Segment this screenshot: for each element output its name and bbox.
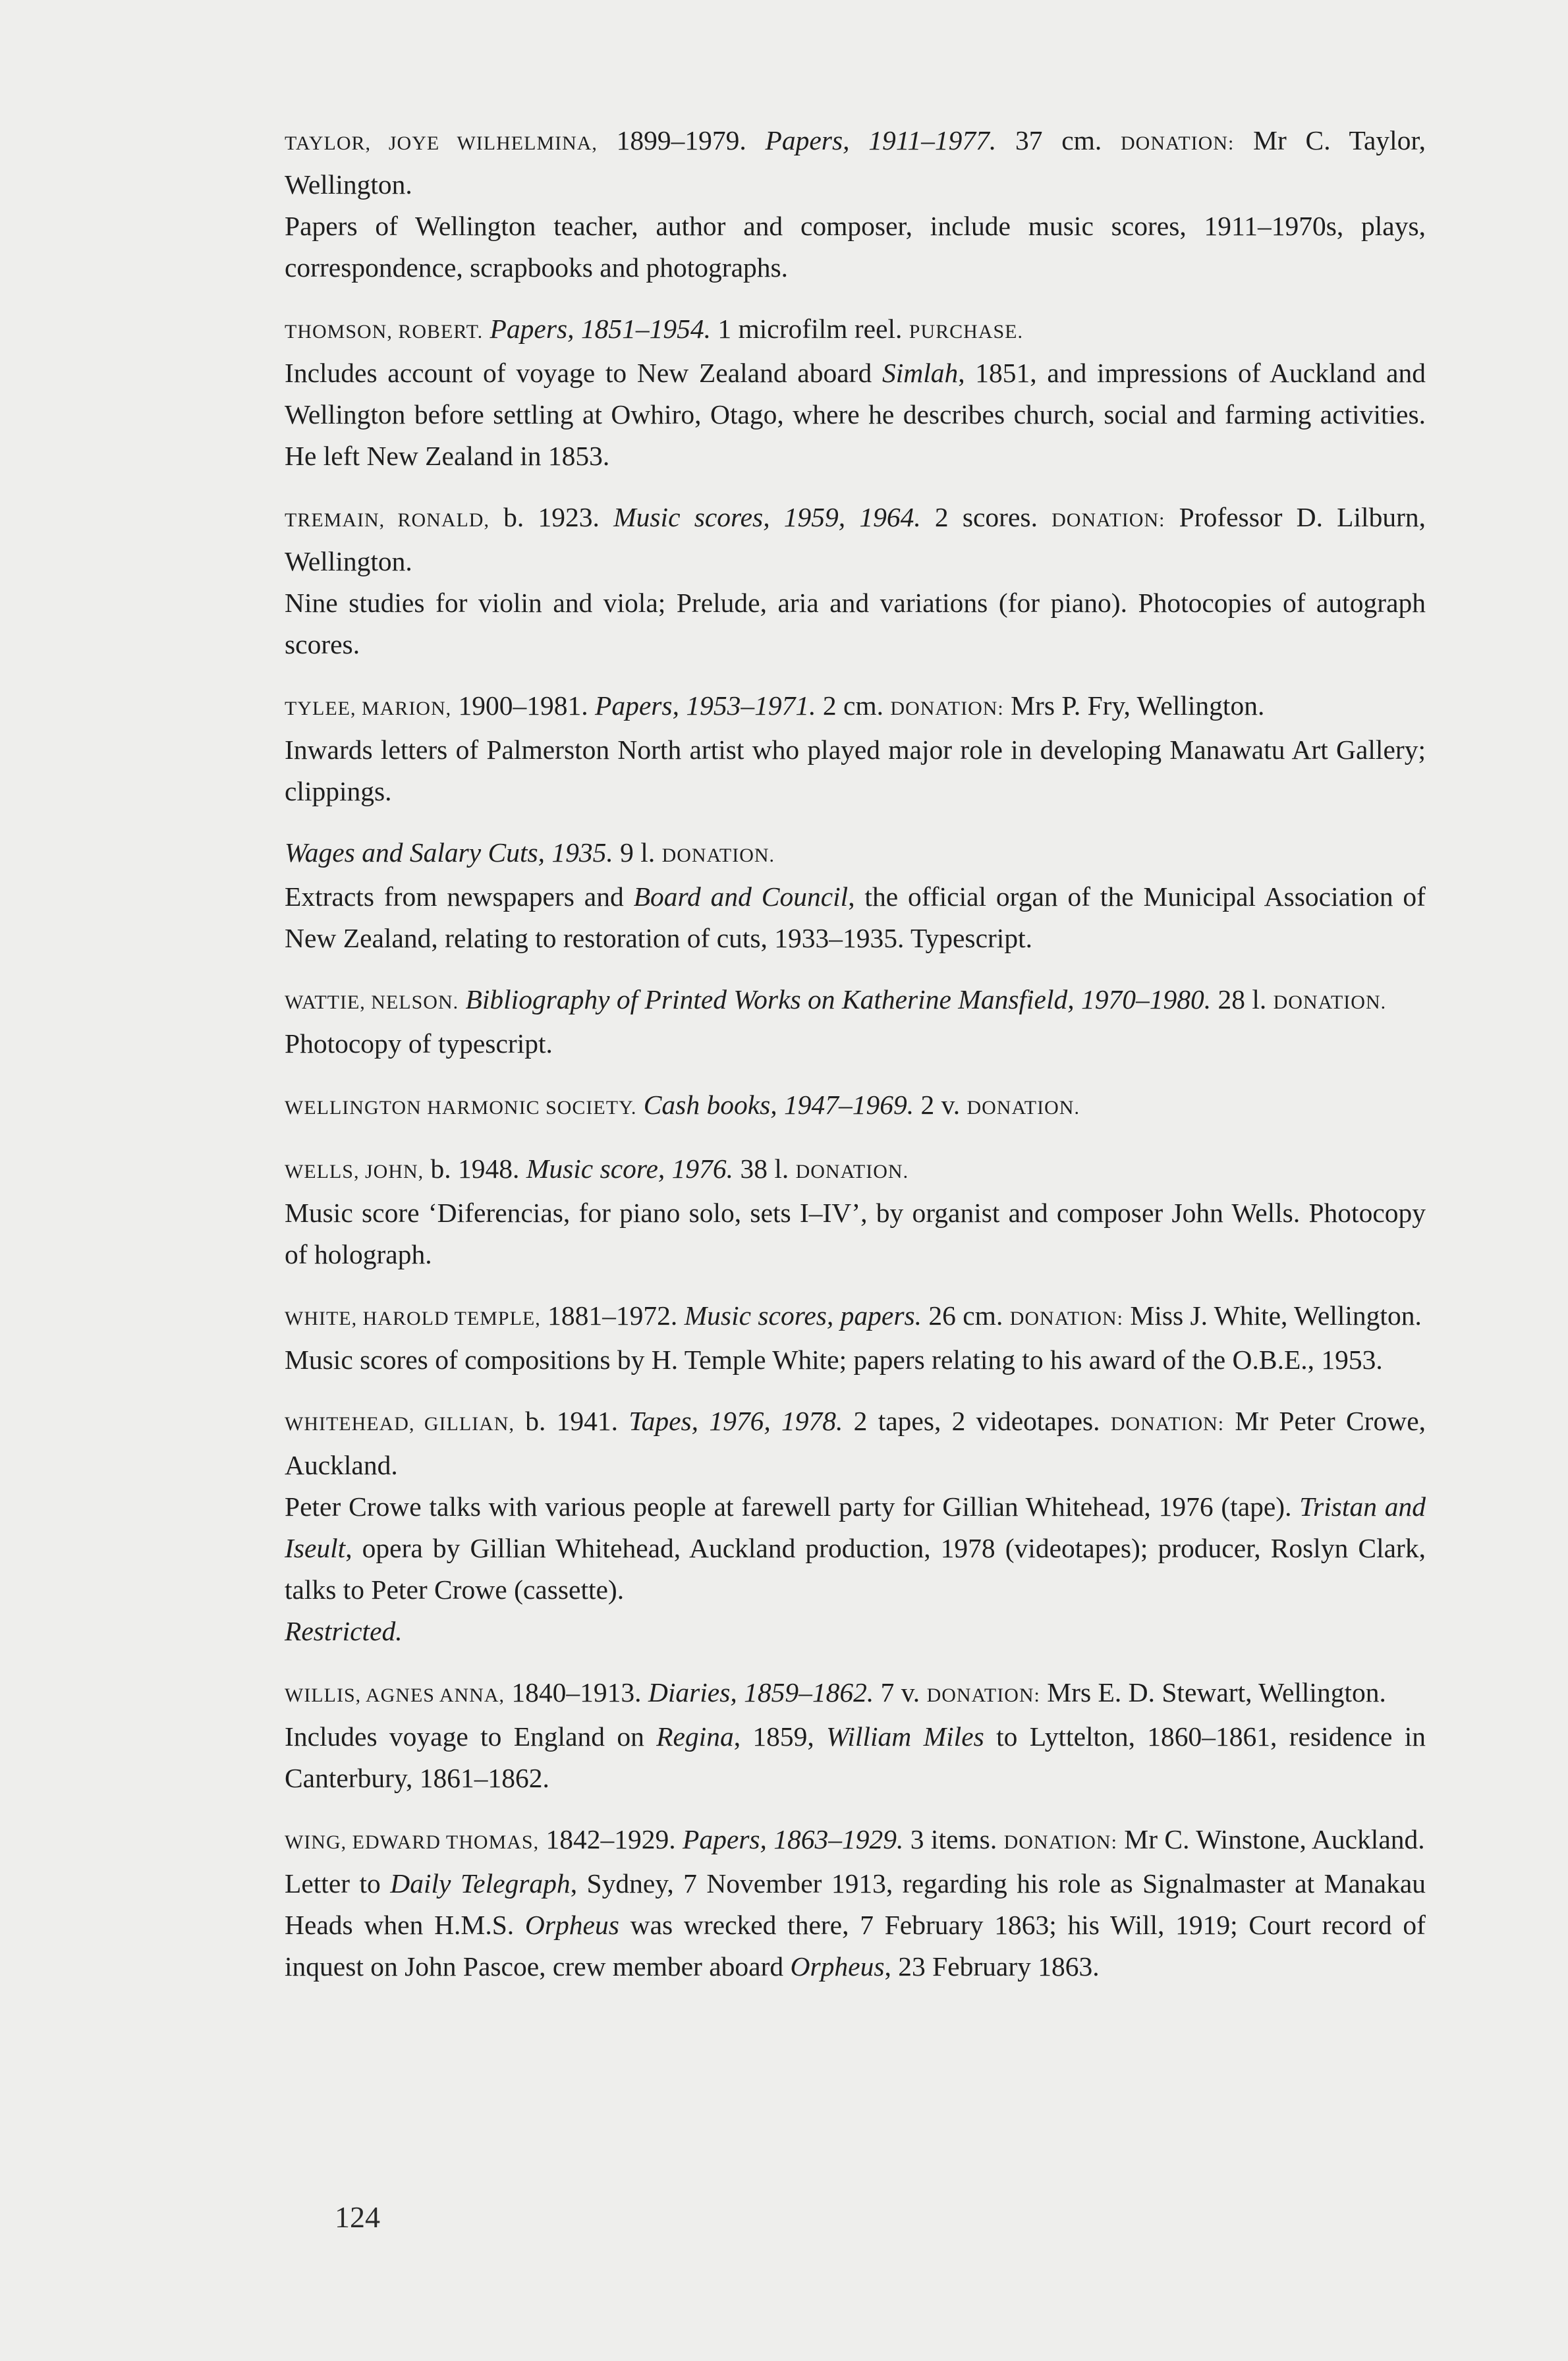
catalogue-entry [285, 1672, 1426, 1799]
entry-description-text: Papers of Wellington teacher, author and composer, include music scores, 1911–1970s, plays, correspondence, scrapbooks and photographs. [285, 211, 1426, 283]
entry-heading-title: Papers, 1953–1971. [595, 690, 816, 721]
entry-heading-text: 1840–1913. [505, 1677, 648, 1708]
entry-heading [285, 1084, 1426, 1128]
entry-description-text: , 23 February 1863. [884, 1951, 1100, 1982]
entry-heading-text: Mr C. Taylor, Wellington. [285, 125, 1426, 200]
entry-heading-title: Diaries, 1859–1862. [648, 1677, 874, 1708]
entry-heading-smallcaps: DONATION: [1003, 1831, 1117, 1853]
entry-heading-text: 1 microfilm reel. [711, 314, 909, 344]
entry-description-text: Letter to [285, 1868, 391, 1899]
entry-heading-smallcaps: DONATION. [966, 1097, 1080, 1119]
entry-heading-smallcaps: TREMAIN, RONALD, [285, 509, 490, 531]
entry-heading [285, 832, 1426, 876]
entry-heading [285, 1401, 1426, 1486]
entry-heading-text [636, 1090, 643, 1120]
entry-description-text: , 1851, and impressions of Auckland and Wellington before settling at Owhiro, Otago, where he describes church, social and farming activities. He left New Zealand in 1853. [285, 358, 1426, 471]
entry-description-text: Music scores of compositions by H. Temple White; papers relating to his award of the O.B.E., 1953. [285, 1345, 1383, 1375]
entry-heading-smallcaps: WHITE, HAROLD TEMPLE, [285, 1308, 541, 1329]
catalogue-entry [285, 1084, 1426, 1128]
entry-heading [285, 120, 1426, 206]
entry-heading-smallcaps: DONATION. [1273, 991, 1387, 1013]
entry-heading-text: 2 cm. [816, 690, 891, 721]
entry-heading-title: Wages and Salary Cuts, 1935. [285, 837, 613, 868]
entry-heading-title: Papers, 1851–1954. [490, 314, 711, 344]
entry-heading-smallcaps: DONATION. [795, 1161, 909, 1182]
entry-description-italic: Restricted. [285, 1616, 403, 1646]
entry-description-italic: Board and Council [633, 881, 849, 912]
entry-description-text: , 1859, [733, 1721, 827, 1752]
entry-heading-text: 2 scores. [920, 502, 1052, 532]
entry-description-italic: Orpheus [790, 1951, 885, 1982]
entry-heading-smallcaps: PURCHASE. [909, 321, 1023, 343]
entry-heading-smallcaps: THOMSON, ROBERT. [285, 321, 484, 343]
entry-description [285, 1611, 1426, 1652]
entry-heading-text: 7 v. [874, 1677, 927, 1708]
entry-heading [285, 1672, 1426, 1716]
entry-description-italic: Simlah [882, 358, 959, 388]
entry-description-text: was wrecked there, 7 February 1863; his Will, 1919; Court record of inquest on John Pascoe, crew member aboard [285, 1910, 1426, 1982]
entry-description-text: Music score ‘Diferencias, for piano solo, sets I–IV’, by organist and composer John Wells. Photocopy of holograph. [285, 1198, 1426, 1269]
entry-heading-title: Music scores, papers. [684, 1300, 922, 1331]
entry-heading-text [459, 984, 465, 1014]
entry-description-text: Nine studies for violin and viola; Prelude, aria and variations (for piano). Photocopies of autograph scores. [285, 588, 1426, 659]
entry-heading-title: Cash books, 1947–1969. [643, 1090, 914, 1120]
entry-description-italic: Regina [656, 1721, 734, 1752]
entry-description [285, 1486, 1426, 1611]
entry-heading-text: Mrs E. D. Stewart, Wellington. [1040, 1677, 1386, 1708]
entry-description-text: Photocopy of typescript. [285, 1028, 553, 1059]
entry-heading-text: b. 1948. [424, 1153, 526, 1184]
entry-heading-text: 1899–1979. [597, 125, 766, 155]
entry-description-text: Inwards letters of Palmerston North artist who played major role in developing Manawatu Art Gallery; clippings. [285, 735, 1426, 806]
entry-heading-title: Music score, 1976. [526, 1153, 734, 1184]
entry-heading-smallcaps: DONATION: [1051, 509, 1165, 531]
entry-description-text: Extracts from newspapers and [285, 881, 634, 912]
entry-heading-text: Mr Peter Crowe, Auckland. [285, 1406, 1426, 1480]
catalogue-entry [285, 1148, 1426, 1275]
entry-heading [285, 979, 1426, 1023]
entry-description [285, 1192, 1426, 1275]
entry-heading-smallcaps: TAYLOR, JOYE WILHELMINA, [285, 132, 598, 154]
page-number: 124 [335, 2200, 380, 2234]
entry-description-text: Includes voyage to England on [285, 1721, 657, 1752]
entry-heading-smallcaps: WELLS, JOHN, [285, 1161, 424, 1182]
entry-heading-text: 2 tapes, 2 videotapes. [843, 1406, 1111, 1436]
entry-heading-title: Music scores, 1959, 1964. [613, 502, 921, 532]
entry-description [285, 729, 1426, 812]
entry-heading-text: b. 1941. [514, 1406, 629, 1436]
catalogue-entry [285, 120, 1426, 289]
entry-heading-text: 38 l. [733, 1153, 796, 1184]
entry-heading-smallcaps: DONATION: [1110, 1413, 1225, 1435]
entry-heading-text: Mr C. Winstone, Auckland. [1117, 1824, 1425, 1854]
entry-heading [285, 1148, 1426, 1192]
entry-heading-text: 3 items. [903, 1824, 1004, 1854]
catalogue-entry [285, 685, 1426, 812]
entry-description [285, 1716, 1426, 1799]
entry-heading [285, 1819, 1426, 1863]
entry-heading [285, 1295, 1426, 1339]
entry-heading-smallcaps: WING, EDWARD THOMAS, [285, 1831, 540, 1853]
catalogue-entries [285, 120, 1426, 1987]
catalogue-entry [285, 1819, 1426, 1987]
entry-heading-text: Miss J. White, Wellington. [1123, 1300, 1422, 1331]
entry-description-text: Includes account of voyage to New Zealand aboard [285, 358, 882, 388]
entry-heading-smallcaps: DONATION: [890, 698, 1004, 719]
entry-heading [285, 497, 1426, 582]
entry-description [285, 1023, 1426, 1065]
entry-heading-smallcaps: WHITEHEAD, GILLIAN, [285, 1413, 515, 1435]
entry-heading-text: 2 v. [914, 1090, 967, 1120]
entry-heading-text: 1881–1972. [540, 1300, 685, 1331]
catalogue-entry [285, 1295, 1426, 1381]
entry-heading-text: b. 1923. [489, 502, 614, 532]
entry-heading-text: 1900–1981. [451, 690, 596, 721]
entry-description [285, 876, 1426, 959]
entry-heading-text: 9 l. [613, 837, 662, 868]
entry-heading-smallcaps: DONATION. [661, 845, 775, 866]
entry-description-italic: William Miles [826, 1721, 984, 1752]
entry-description [285, 206, 1426, 289]
entry-heading-smallcaps: WATTIE, NELSON. [285, 991, 459, 1013]
entry-description [285, 582, 1426, 665]
catalogue-entry [285, 1401, 1426, 1652]
entry-heading-smallcaps: DONATION: [1121, 132, 1235, 154]
entry-heading-title: Bibliography of Printed Works on Katherine Mansfield, 1970–1980. [465, 984, 1212, 1014]
catalogue-entry [285, 979, 1426, 1065]
entry-heading-smallcaps: TYLEE, MARION, [285, 698, 452, 719]
entry-heading-text: 37 cm. [996, 125, 1121, 155]
entry-heading-text [483, 314, 490, 344]
entry-heading-text: Mrs P. Fry, Wellington. [1003, 690, 1265, 721]
entry-description [285, 1339, 1426, 1381]
entry-heading-smallcaps: DONATION: [1009, 1308, 1124, 1329]
catalogue-entry [285, 308, 1426, 477]
entry-heading-title: Papers, 1911–1977. [765, 125, 997, 155]
entry-heading-title: Papers, 1863–1929. [682, 1824, 904, 1854]
entry-description [285, 1863, 1426, 1987]
entry-heading [285, 308, 1426, 352]
entry-description-text: Peter Crowe talks with various people at farewell party for Gillian Whitehead, 1976 (tape). [285, 1491, 1300, 1522]
entry-heading-smallcaps: WILLIS, AGNES ANNA, [285, 1684, 505, 1706]
entry-description-text: to Lyttelton, 1860–1861, residence in Canterbury, 1861–1862. [285, 1721, 1426, 1793]
entry-description-text: , opera by Gillian Whitehead, Auckland production, 1978 (videotapes); producer, Roslyn Clark, talks to Peter Crowe (cassette). [285, 1533, 1426, 1605]
entry-heading [285, 685, 1426, 729]
entry-description-text: , the official organ of the Municipal Association of New Zealand, relating to restoration of cuts, 1933–1935. Typescript. [285, 881, 1426, 953]
entry-description [285, 352, 1426, 477]
entry-description-italic: Orpheus [524, 1910, 619, 1940]
catalogue-entry [285, 832, 1426, 959]
entry-description-italic: Daily Telegraph [390, 1868, 571, 1899]
entry-heading-text: 28 l. [1211, 984, 1274, 1014]
entry-heading-text: 26 cm. [922, 1300, 1010, 1331]
catalogue-entry [285, 497, 1426, 665]
entry-heading-title: Tapes, 1976, 1978. [629, 1406, 843, 1436]
entry-heading-text: Professor D. Lilburn, Wellington. [285, 502, 1426, 576]
entry-description-text: , Sydney, 7 November 1913, regarding his role as Signalmaster at Manakau Heads when H.M.S. [285, 1868, 1426, 1940]
entry-heading-smallcaps: DONATION: [926, 1684, 1040, 1706]
entry-description-italic: Tristan and Iseult [285, 1491, 1426, 1563]
entry-heading-text: 1842–1929. [539, 1824, 683, 1854]
entry-heading-smallcaps: WELLINGTON HARMONIC SOCIETY. [285, 1097, 637, 1119]
